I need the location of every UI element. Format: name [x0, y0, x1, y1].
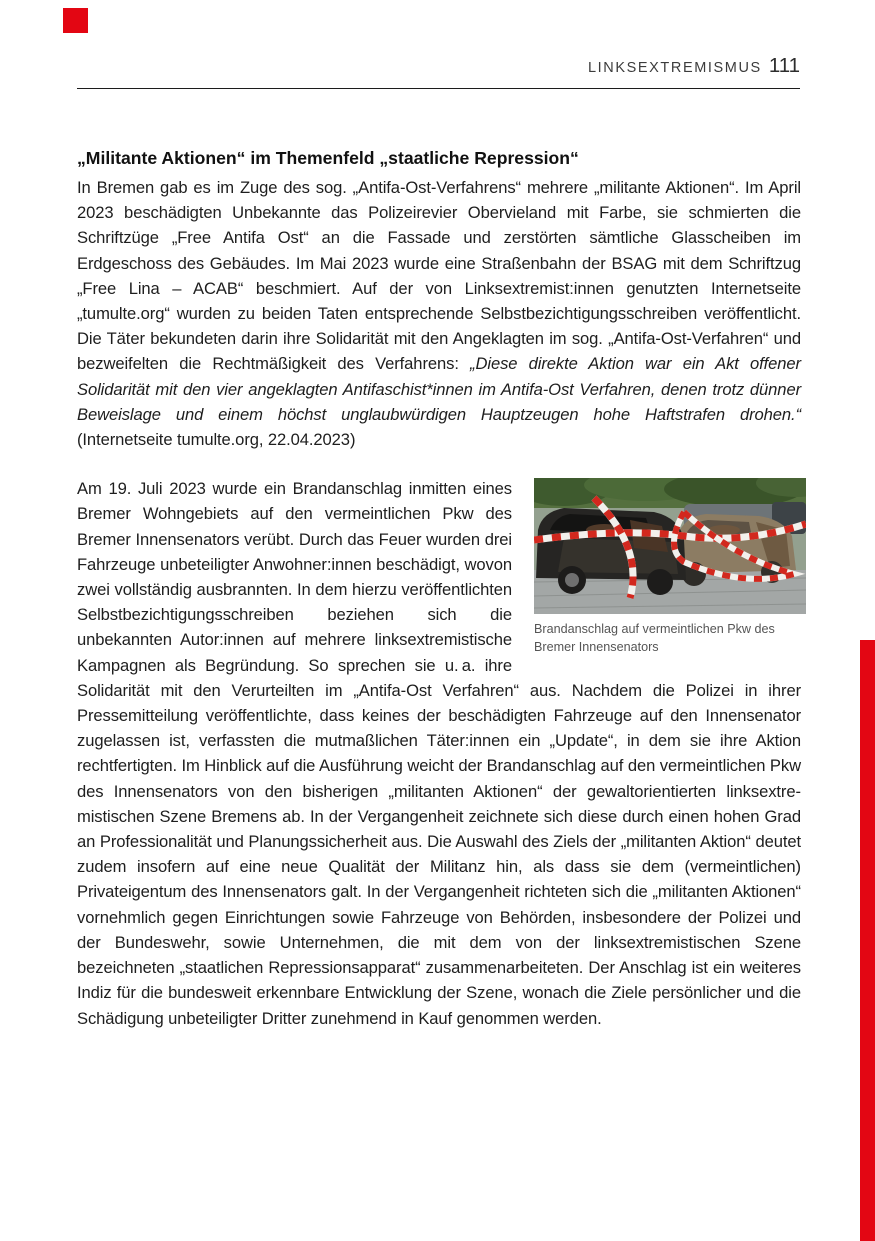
page-header	[77, 54, 800, 78]
section-heading: „Militante Aktionen“ im Themenfeld „staatliche Repression“	[77, 148, 579, 168]
paragraph-brandanschlag: Am 19. Juli 2023 wurde ein Brandanschlag inmitten eines Bremer Wohngebiets auf den vermeintlichen Pkw des Bremer Innensenators verübt. Durch das Feuer wurden drei Fahrzeuge unbeteiligter Anwohner:innen beschädigt, wovon zwei vollständig ausbrannten. In dem hierzu veröffentlichten Selbstbezichtigungsschreiben beziehen sich die unbekannten Autor:innen auf mehrere linksextremistische Kampagnen als Begründung. So sprechen sie u. a. ihre Solidarität mit den Verurteilten im „Antifa-Ost Verfahren“ aus. Nachdem die Polizei in ihrer Pressemitteilung veröffentlichte, dass keines der beschädigten Fahrzeuge auf den Innensenator zugelassen ist, verfassten die mutmaßlichen Täter:innen ein „Update“, in dem sie ihre Aktion rechtfertigten. Im Hinblick auf die Ausführung weicht der Brandanschlag auf den vermeintlichen Pkw des Innensenators von den bisherigen „militanten Aktionen“ der gewaltorientierten linksextremistischen Szene Bremens ab. In der Vergangenheit zeichnete sich diese durch einen hohen Grad an Professionalität und Planungssicherheit aus. Die Auswahl des Ziels der „militanten Aktion“ deutet zudem insofern auf eine neue Qualität der Militanz hin, als dass sie dem (vermeintlichen) Privateigentum des Innensenators galt. In der Vergangenheit richteten sich die „militanten Aktionen“ vornehmlich gegen Einrichtungen sowie Fahrzeuge von Behörden, insbesondere der Polizei und der Bundeswehr, sowie Unternehmen, die mit dem von der linksextremistischen Szene bezeichneten „staatlichen Repressionsapparat“ zusammenarbeiteten. Der Anschlag ist ein weiteres Indiz für die bundesweit erkennbare Entwicklung der Szene, wonach die Ziele persönlicher und die Schädigung unbeteiligter Dritter zunehmend in Kauf genommen werden.	[77, 479, 801, 1028]
page-content	[77, 146, 801, 1031]
paragraph-antifa-ost: In Bremen gab es im Zuge des sog. „Antifa-Ost-Verfahrens“ mehrere „militante Aktionen“. Im April 2023 beschädigten Unbekannte das Polizeirevier Obervieland mit Farbe, sie schmierten die Schriftzüge „Free Antifa Ost“ an die Fassade und zerstörten sämtliche Glasscheiben im Erdgeschoss des Gebäudes. Im Mai 2023 wurde eine Straßenbahn der BSAG mit dem Schriftzug „Free Lina – ACAB“ beschmiert. Auf der von Linksextremist:innen genutzten Internetseite „tumulte.org“ wurden zu beiden Taten entsprechende Selbstbezichtigungsschreiben veröffentlicht. Die Täter bekundeten darin ihre Solidarität mit den Angeklagten im sog. „Antifa-Ost-Verfahren“ und bezweifelten die Rechtmäßigkeit des Verfahrens: „Diese direkte Aktion war ein Akt offener Solidarität mit den vier angeklagten Antifaschist*innen im Antifa-Ost Verfahren, denen trotz dünner Beweislage und einem höchst unglaubwürdigen Hauptzeugen hohe Haftstrafen drohen.“ (Internetseite tumulte.org, 22.04.2023)	[77, 178, 801, 450]
chapter-tab-bar	[860, 640, 875, 1241]
figure-burned-cars	[534, 478, 806, 656]
figure-caption: Brandanschlag auf vermeintlichen Pkw des Bremer Innensenators	[534, 622, 775, 654]
burned-cars-photo	[534, 478, 806, 614]
paragraph-brandanschlag-block	[77, 476, 801, 1030]
burned-cars-illustration	[534, 478, 806, 614]
red-corner-square	[63, 8, 88, 33]
page-number: 111	[768, 54, 800, 77]
chapter-title: LINKSEXTREMISMUS	[587, 60, 762, 76]
header-rule	[77, 88, 800, 89]
